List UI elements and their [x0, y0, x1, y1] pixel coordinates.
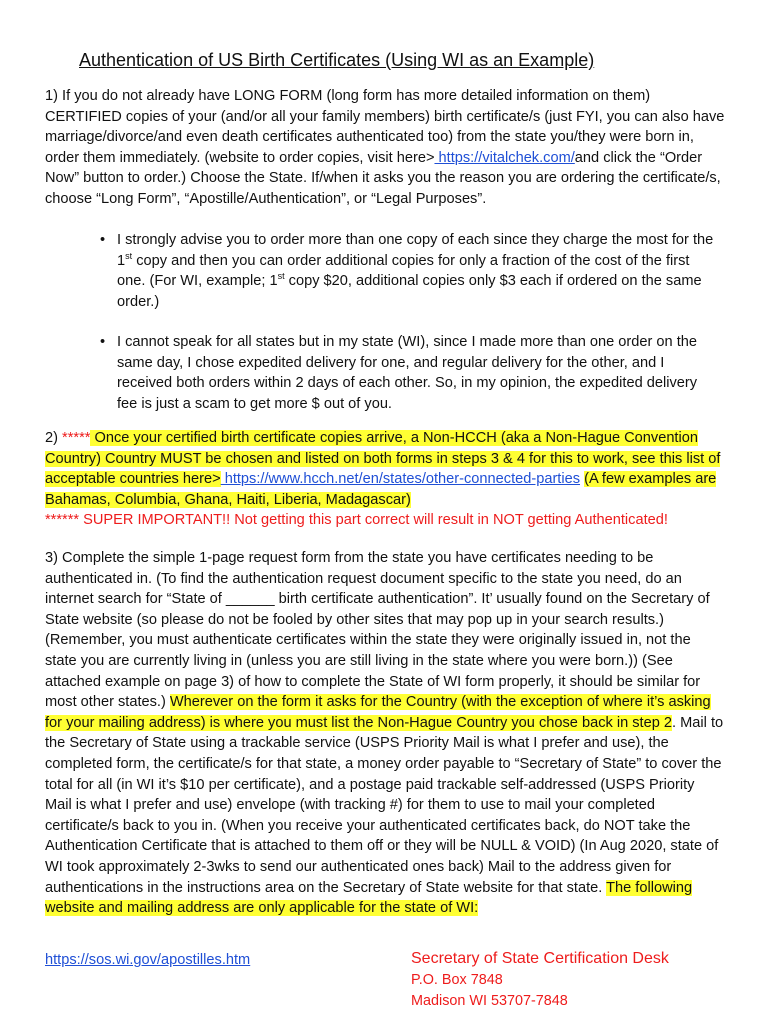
step-3-highlight-country: Wherever on the form it asks for the Country (with the exception of where it’s asking for your mailing address) is where you must list the Non-Hague Country you chose back in step 2	[45, 694, 711, 731]
country-examples: (A few examples are Bahamas, Columbia, Ghana, Haiti, Liberia, Madagascar)	[45, 471, 717, 508]
bullet-text: copy $20, additional copies only $3 each if ordered on the same order.)	[117, 273, 702, 310]
wi-apostilles-link[interactable]: https://sos.wi.gov/apostilles.htm	[45, 952, 251, 968]
mailing-address	[411, 948, 669, 1011]
step-3-highlight-wi: The following website and mailing address are only applicable for the state of WI:	[45, 879, 693, 917]
step-3-text-continued: . Mail to the Secretary of State using a trackable service (USPS Priority Mail is what I prefer and use), the completed form, the certificate/s for that state, a money order payable to “Secretary of State” to cover the total for all (in WI it’s $10 per certificate), and a postage paid trackable self-addressed (USPS Priority Mail is what I prefer and use) envelope (with tracking #) for them to use to mail your completed certificate/s back to you in. (When you receive your authenticated certificates back, do NOT take the Authentication Certificate that is attached to them off or they will be NULL & VOID) (In Aug 2020, state of WI took approximately 2-3wks to send our authenticated ones back) Mail to the address given for authentications in the instructions area on the Secretary of State website for that state.	[45, 714, 724, 896]
step-1-text: 1) If you do not already have LONG FORM (long form has more detailed information on them) CERTIFIED copies of your (and/or all your family members) birth certificate/s (just FYI, you can also have marriage/divorce/and even death certificates authenticated too) from the state you/they were born in, order them immediately. (website to order copies, visit here>	[45, 88, 725, 166]
step-2-paragraph	[45, 428, 725, 531]
list-item	[100, 332, 715, 414]
bullet-icon: •	[100, 334, 106, 350]
page-title: Authentication of US Birth Certificates (Using WI as an Example)	[79, 50, 595, 70]
bullet-list-order-copies	[100, 230, 715, 312]
super-important-warning: ****** SUPER IMPORTANT!! Not getting this part correct will result in NOT getting Authenticated!	[45, 512, 668, 529]
address-line-2: Madison WI 53707-7848	[411, 992, 568, 1009]
bullet-text: I cannot speak for all states but in my state (WI), since I made more than one order on the same day, I chose expedited delivery for one, and regular delivery for the other, and I received both orders within 2 days of each other. So, in my opinion, the expedited delivery fee is just a scam to get more $ out of you.	[117, 334, 698, 412]
step-1-paragraph	[45, 86, 725, 210]
step-1-text-continued: and click the “Order Now” button to order.) Choose the State. If/when it asks you the reason you are ordering the certificate/s, choose “Long Form”, “Apostille/Authentication”, or “Legal Purposes”.	[45, 149, 721, 207]
ordinal-superscript: st	[277, 271, 285, 282]
list-item	[100, 230, 715, 312]
bullet-text: I strongly advise you to order more than one copy of each since they charge the most for the 1	[117, 232, 714, 269]
step-2-highlight: Once your certified birth certificate copies arrive, a Non-HCCH (aka a Non-Hague Convention Country) Country MUST be chosen and listed on both forms in steps 3 & 4 for this to work, see this list of acceptable countries here>	[45, 430, 721, 488]
ordinal-superscript: st	[125, 250, 133, 261]
address-title: Secretary of State Certification Desk	[411, 950, 669, 967]
bullet-text: copy and then you can order additional copies for only a fraction of the cost of the first one. (For WI, example; 1	[117, 252, 690, 290]
bullet-list-delivery	[100, 332, 715, 414]
step-3-text: 3) Complete the simple 1-page request form from the state you have certificates needing to be authenticated in. (To find the authentication request document specific to the state you need, do an internet search for “State of ______ birth certificate authentication”. It’ usually found on the Secretary of State website (so please do not be fooled by other sites that may pop up in your search results.) (Remember, you must authenticate certificates within the state they were originally issued in, not the state you are currently living in (unless you are still living in the state where you were born.)) (See attached example on page 3) of how to complete the State of WI form properly, it should be similar for most other states.)	[45, 550, 710, 711]
vitalchek-link[interactable]: https://vitalchek.com/	[434, 149, 575, 166]
step-2-number: 2)	[45, 430, 63, 446]
hcch-link[interactable]: https://www.hcch.net/en/states/other-connected-parties	[220, 471, 581, 488]
step-3-paragraph	[45, 548, 725, 919]
warning-stars: *****	[62, 430, 91, 446]
bullet-icon: •	[100, 232, 106, 248]
address-line-1: P.O. Box 7848	[411, 972, 503, 988]
